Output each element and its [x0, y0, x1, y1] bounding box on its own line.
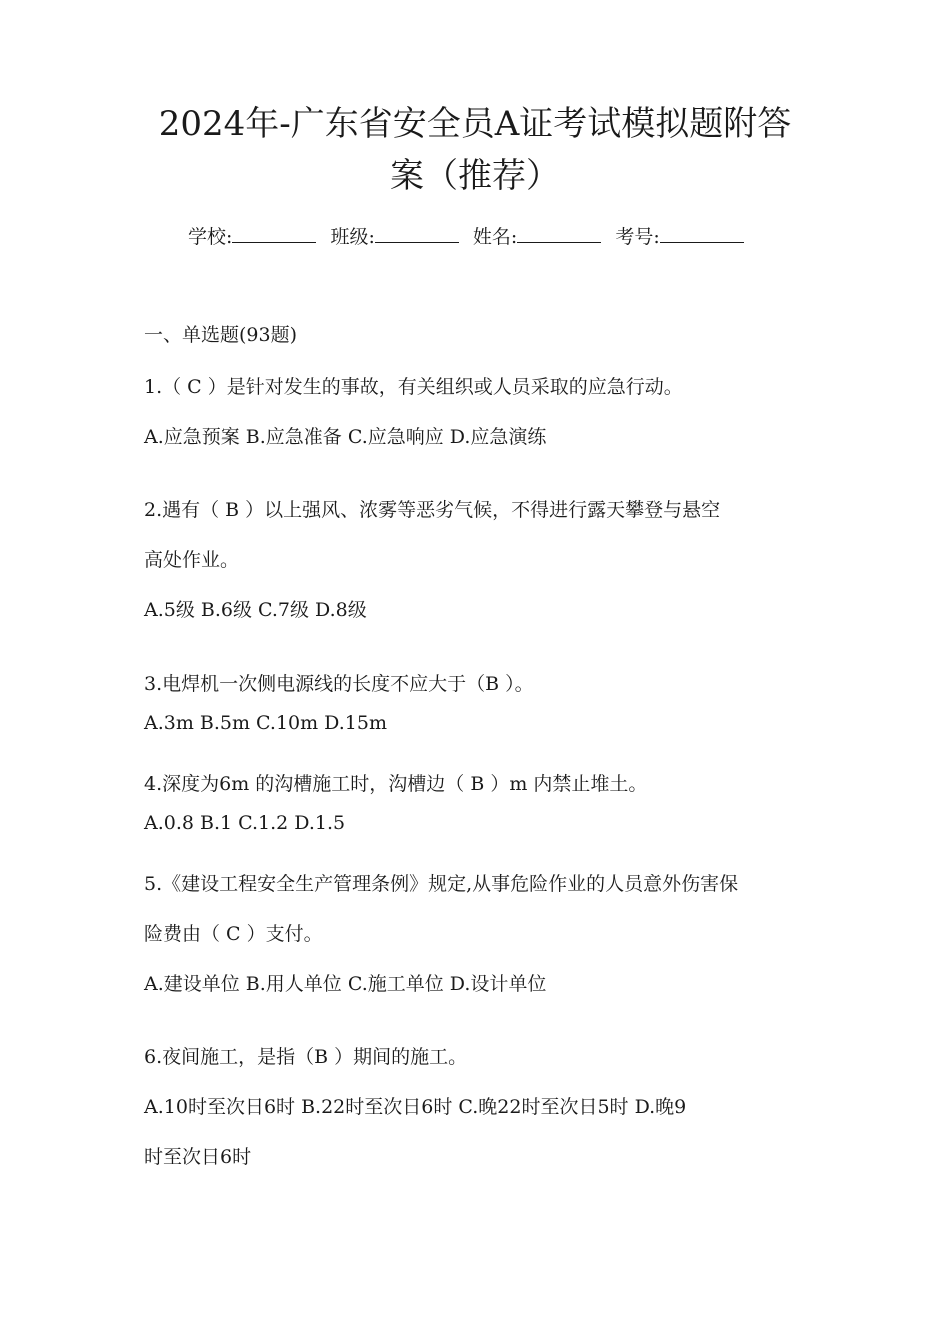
- question-5-stem-cont: 险费由（ C ）支付。: [144, 923, 323, 945]
- question-5-stem: 5.《建设工程安全生产管理条例》规定,从事危险作业的人员意外伤害保: [144, 873, 739, 895]
- exam-title-line-1: 2024年-广东省安全员A证考试模拟题附答: [158, 104, 792, 144]
- school-label: 学校:: [188, 226, 233, 248]
- section-heading: 一、单选题(93题): [144, 324, 298, 346]
- question-6-options: A.10时至次日6时 B.22时至次日6时 C.晚22时至次日5时 D.晚9: [144, 1096, 687, 1118]
- class-blank: [375, 224, 459, 243]
- question-3-stem: 3.电焊机一次侧电源线的长度不应大于（B ）。: [144, 673, 534, 695]
- class-label: 班级:: [330, 226, 375, 248]
- question-6-stem: 6.夜间施工，是指（B ）期间的施工。: [144, 1046, 468, 1068]
- exam-number-label: 考号:: [615, 226, 660, 248]
- name-blank: [517, 224, 601, 243]
- exam-title-line-2: 案（推荐）: [390, 156, 560, 196]
- question-2-stem-cont: 高处作业。: [144, 549, 240, 571]
- question-5-options: A.建设单位 B.用人单位 C.施工单位 D.设计单位: [144, 973, 547, 995]
- exam-number-blank: [660, 224, 744, 243]
- question-3-options: A.3m B.5m C.10m D.15m: [144, 712, 387, 734]
- school-blank: [232, 224, 316, 243]
- student-info-row: [188, 224, 752, 250]
- question-6-options-cont: 时至次日6时: [144, 1146, 252, 1168]
- name-label: 姓名:: [472, 226, 518, 248]
- question-4-stem: 4.深度为6m 的沟槽施工时，沟槽边（ B ）m 内禁止堆土。: [144, 773, 648, 795]
- question-2-stem: 2.遇有（ B ）以上强风、浓雾等恶劣气候，不得进行露天攀登与悬空: [144, 499, 721, 521]
- question-2-options: A.5级 B.6级 C.7级 D.8级: [144, 599, 367, 621]
- question-1-stem: 1.（ C ）是针对发生的事故，有关组织或人员采取的应急行动。: [144, 376, 683, 398]
- question-4-options: A.0.8 B.1 C.1.2 D.1.5: [144, 812, 346, 834]
- question-1-options: A.应急预案 B.应急准备 C.应急响应 D.应急演练: [144, 426, 547, 448]
